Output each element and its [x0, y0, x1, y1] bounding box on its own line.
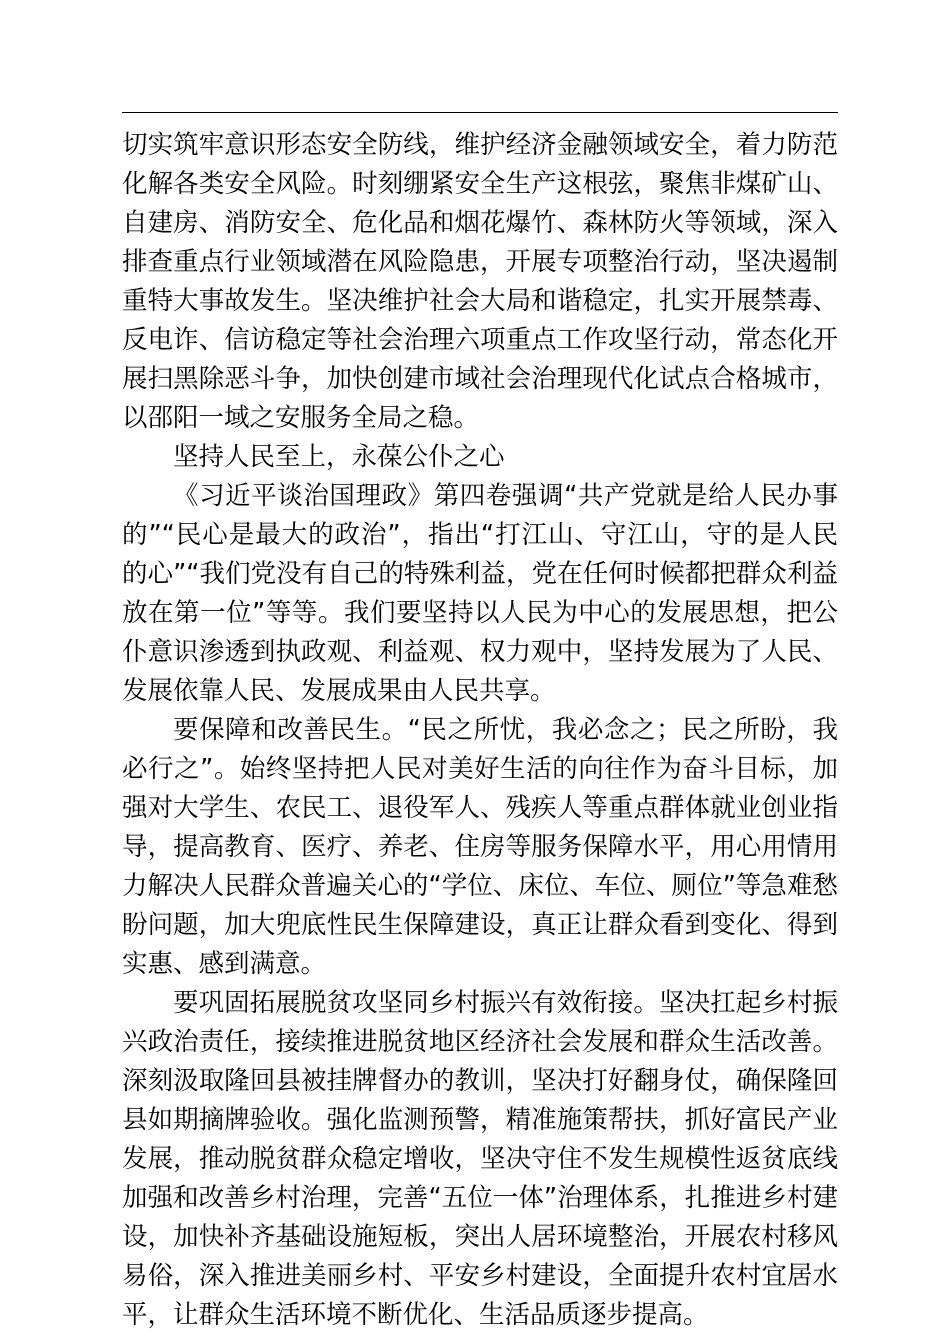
text-line: 自建房、消防安全、危化品和烟花爆竹、森林防火等领域，深入 [122, 208, 838, 238]
text-line: 兴政治责任，接续推进脱贫地区经济社会发展和群众生活改善。 [122, 1027, 838, 1057]
text-line: 放在第一位”等等。我们要坚持以人民为中心的发展思想，把公 [122, 598, 838, 628]
text-line: 力解决人民群众普遍关心的“学位、床位、车位、厕位”等急难愁 [122, 871, 838, 901]
text-line: 深刻汲取隆回县被挂牌督办的教训，坚决打好翻身仗，确保隆回 [122, 1066, 838, 1096]
text-line: 发展，推动脱贫群众稳定增收，坚决守住不发生规模性返贫底线 [122, 1144, 838, 1174]
text-line: 的心”“我们党没有自己的特殊利益，党在任何时候都把群众利益 [122, 559, 838, 589]
text-line: 切实筑牢意识形态安全防线，维护经济金融领域安全，着力防范 [122, 130, 838, 160]
document-body [122, 126, 838, 1335]
text-line: 设，加快补齐基础设施短板，突出人居环境整治，开展农村移风 [122, 1222, 838, 1252]
text-line: 易俗，深入推进美丽乡村、平安乡村建设，全面提升农村宜居水 [122, 1261, 838, 1291]
header-rule [122, 112, 838, 113]
text-line: 反电诈、信访稳定等社会治理六项重点工作攻坚行动，常态化开 [122, 325, 838, 355]
text-line: 重特大事故发生。坚决维护社会大局和谐稳定，扎实开展禁毒、 [122, 286, 838, 316]
text-line: 仆意识渗透到执政观、利益观、权力观中，坚持发展为了人民、 [122, 637, 838, 667]
text-line: 要保障和改善民生。“民之所忧，我必念之；民之所盼，我 [173, 715, 838, 745]
text-line: 展扫黑除恶斗争，加快创建市域社会治理现代化试点合格城市， [122, 364, 838, 394]
text-line: 《习近平谈治国理政》第四卷强调“共产党就是给人民办事 [173, 481, 838, 511]
text-line: 加强和改善乡村治理，完善“五位一体”治理体系，扎推进乡村建 [122, 1183, 838, 1213]
text-line: 必行之”。始终坚持把人民对美好生活的向往作为奋斗目标，加 [122, 754, 838, 784]
text-line: 平，让群众生活环境不断优化、生活品质逐步提高。 [122, 1300, 709, 1330]
text-line: 坚持人民至上，永葆公仆之心 [173, 442, 505, 472]
text-line: 要巩固拓展脱贫攻坚同乡村振兴有效衔接。坚决扛起乡村振 [173, 988, 838, 1018]
text-line: 的”“民心是最大的政治”，指出“打江山、守江山，守的是人民 [122, 520, 838, 550]
text-line: 县如期摘牌验收。强化监测预警，精准施策帮扶，抓好富民产业 [122, 1105, 838, 1135]
text-line: 导，提高教育、医疗、养老、住房等服务保障水平，用心用情用 [122, 832, 838, 862]
text-line: 实惠、感到满意。 [122, 949, 327, 979]
text-line: 以邵阳一域之安服务全局之稳。 [122, 403, 480, 433]
text-line: 盼问题，加大兜底性民生保障建设，真正让群众看到变化、得到 [122, 910, 838, 940]
text-line: 化解各类安全风险。时刻绷紧安全生产这根弦，聚焦非煤矿山、 [122, 169, 838, 199]
text-line: 发展依靠人民、发展成果由人民共享。 [122, 676, 556, 706]
text-line: 强对大学生、农民工、退役军人、残疾人等重点群体就业创业指 [122, 793, 838, 823]
text-line: 排查重点行业领域潜在风险隐患，开展专项整治行动，坚决遏制 [122, 247, 838, 277]
